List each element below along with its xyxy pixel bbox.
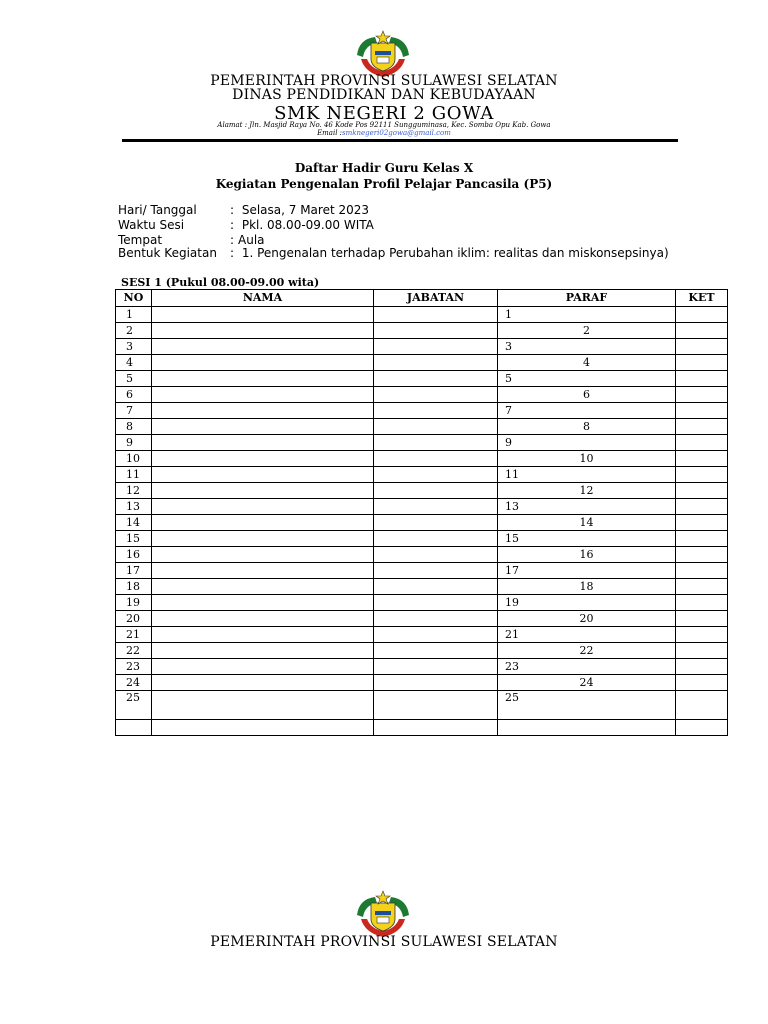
- name-cell: [152, 563, 374, 579]
- name-cell: [152, 691, 374, 720]
- remarks-cell: [676, 435, 728, 451]
- signature-cell: 25: [498, 691, 676, 720]
- name-cell: [152, 643, 374, 659]
- position-cell: [374, 355, 498, 371]
- row-number: 22: [116, 643, 152, 659]
- header-divider: [122, 139, 678, 142]
- table-row: [116, 563, 728, 579]
- footer-government-name: PEMERINTAH PROVINSI SULAWESI SELATAN: [210, 934, 558, 950]
- row-number: 12: [116, 483, 152, 499]
- table-row: [116, 579, 728, 595]
- signature-cell: 7: [498, 403, 676, 419]
- name-cell: [152, 499, 374, 515]
- row-number: 25: [116, 691, 152, 720]
- info-date-row: [118, 203, 369, 217]
- position-cell: [374, 579, 498, 595]
- position-cell: [374, 339, 498, 355]
- name-cell: [152, 307, 374, 323]
- position-cell: [374, 563, 498, 579]
- name-cell: [152, 371, 374, 387]
- col-header-jabatan: JABATAN: [374, 290, 498, 307]
- row-number: 16: [116, 547, 152, 563]
- signature-cell: 10: [498, 451, 676, 467]
- table-row: [116, 307, 728, 323]
- row-number: 2: [116, 323, 152, 339]
- row-number: 7: [116, 403, 152, 419]
- row-number: 15: [116, 531, 152, 547]
- row-number: 24: [116, 675, 152, 691]
- activity-separator: :: [230, 246, 235, 260]
- position-cell: [374, 547, 498, 563]
- remarks-cell: [676, 323, 728, 339]
- col-header-nama: NAMA: [152, 290, 374, 307]
- name-cell: [152, 675, 374, 691]
- position-cell: [374, 675, 498, 691]
- remarks-cell: [676, 627, 728, 643]
- position-cell: [374, 659, 498, 675]
- signature-cell: 11: [498, 467, 676, 483]
- email-label: Email :: [317, 129, 343, 137]
- signature-cell: 18: [498, 579, 676, 595]
- col-header-paraf: PARAF: [498, 290, 676, 307]
- time-value: Pkl. 08.00-09.00 WITA: [241, 218, 374, 232]
- provincial-emblem-icon: [355, 29, 411, 79]
- table-row: [116, 595, 728, 611]
- document-title: Daftar Hadir Guru Kelas X: [294, 161, 474, 175]
- name-cell: [152, 419, 374, 435]
- position-cell: [374, 627, 498, 643]
- date-label: Hari/ Tanggal: [118, 203, 197, 217]
- remarks-cell: [676, 563, 728, 579]
- remarks-cell: [676, 691, 728, 720]
- activity-value: 1. Pengenalan terhadap Perubahan iklim: realitas dan miskonsepsinya): [241, 246, 669, 260]
- time-separator: :: [230, 218, 235, 232]
- row-number: 5: [116, 371, 152, 387]
- table-row: [116, 691, 728, 720]
- empty-cell: [116, 720, 152, 736]
- name-cell: [152, 611, 374, 627]
- remarks-cell: [676, 403, 728, 419]
- signature-cell: 4: [498, 355, 676, 371]
- table-row: [116, 611, 728, 627]
- position-cell: [374, 691, 498, 720]
- row-number: 19: [116, 595, 152, 611]
- provincial-emblem-icon: [355, 889, 411, 939]
- school-name: SMK NEGERI 2 GOWA: [274, 103, 494, 124]
- position-cell: [374, 323, 498, 339]
- signature-cell: 15: [498, 531, 676, 547]
- signature-cell: 9: [498, 435, 676, 451]
- empty-cell: [152, 720, 374, 736]
- name-cell: [152, 323, 374, 339]
- signature-cell: 19: [498, 595, 676, 611]
- table-row: [116, 467, 728, 483]
- table-row: [116, 419, 728, 435]
- name-cell: [152, 531, 374, 547]
- signature-cell: 23: [498, 659, 676, 675]
- place-label: Tempat: [118, 233, 163, 247]
- position-cell: [374, 595, 498, 611]
- name-cell: [152, 435, 374, 451]
- row-number: 13: [116, 499, 152, 515]
- signature-cell: 5: [498, 371, 676, 387]
- col-header-no: NO: [116, 290, 152, 307]
- name-cell: [152, 627, 374, 643]
- row-number: 3: [116, 339, 152, 355]
- position-cell: [374, 419, 498, 435]
- signature-cell: 21: [498, 627, 676, 643]
- empty-cell: [374, 720, 498, 736]
- name-cell: [152, 515, 374, 531]
- time-label: Waktu Sesi: [118, 218, 185, 232]
- table-row-empty: [116, 720, 728, 736]
- signature-cell: 6: [498, 387, 676, 403]
- position-cell: [374, 643, 498, 659]
- remarks-cell: [676, 499, 728, 515]
- row-number: 4: [116, 355, 152, 371]
- remarks-cell: [676, 355, 728, 371]
- position-cell: [374, 515, 498, 531]
- name-cell: [152, 595, 374, 611]
- signature-cell: 22: [498, 643, 676, 659]
- remarks-cell: [676, 659, 728, 675]
- school-address: Alamat : Jln. Masjid Raya No. 46 Kode Pos 92111 Sungguminasa, Kec. Somba Opu Kab. Gowa: [217, 121, 551, 129]
- signature-cell: 2: [498, 323, 676, 339]
- row-number: 17: [116, 563, 152, 579]
- date-separator: :: [230, 203, 235, 217]
- signature-cell: 24: [498, 675, 676, 691]
- position-cell: [374, 307, 498, 323]
- signature-cell: 3: [498, 339, 676, 355]
- name-cell: [152, 483, 374, 499]
- place-separator: :: [230, 233, 235, 247]
- name-cell: [152, 451, 374, 467]
- document-subtitle: Kegiatan Pengenalan Profil Pelajar Pancasila (P5): [215, 177, 553, 191]
- remarks-cell: [676, 483, 728, 499]
- table-row: [116, 451, 728, 467]
- name-cell: [152, 547, 374, 563]
- signature-cell: 20: [498, 611, 676, 627]
- remarks-cell: [676, 307, 728, 323]
- position-cell: [374, 403, 498, 419]
- info-place-row: [118, 233, 265, 247]
- remarks-cell: [676, 387, 728, 403]
- attendance-table: [115, 289, 728, 736]
- remarks-cell: [676, 547, 728, 563]
- info-activity-row: [118, 246, 669, 260]
- remarks-cell: [676, 675, 728, 691]
- table-header-row: [116, 290, 728, 307]
- row-number: 10: [116, 451, 152, 467]
- table-row: [116, 483, 728, 499]
- signature-cell: 8: [498, 419, 676, 435]
- table-row: [116, 339, 728, 355]
- remarks-cell: [676, 579, 728, 595]
- row-number: 1: [116, 307, 152, 323]
- name-cell: [152, 659, 374, 675]
- position-cell: [374, 483, 498, 499]
- position-cell: [374, 371, 498, 387]
- remarks-cell: [676, 611, 728, 627]
- row-number: 21: [116, 627, 152, 643]
- info-time-row: [118, 218, 374, 232]
- remarks-cell: [676, 451, 728, 467]
- remarks-cell: [676, 643, 728, 659]
- empty-cell: [676, 720, 728, 736]
- remarks-cell: [676, 531, 728, 547]
- name-cell: [152, 387, 374, 403]
- row-number: 20: [116, 611, 152, 627]
- signature-cell: 17: [498, 563, 676, 579]
- email-value: smknegeri02gowa@gmail.com: [342, 129, 451, 137]
- session-label: SESI 1 (Pukul 08.00-09.00 wita): [121, 276, 320, 289]
- empty-cell: [498, 720, 676, 736]
- table-row: [116, 531, 728, 547]
- remarks-cell: [676, 339, 728, 355]
- signature-cell: 16: [498, 547, 676, 563]
- signature-cell: 13: [498, 499, 676, 515]
- date-value: Selasa, 7 Maret 2023: [241, 203, 370, 217]
- department-name: DINAS PENDIDIKAN DAN KEBUDAYAAN: [232, 87, 536, 103]
- signature-cell: 1: [498, 307, 676, 323]
- activity-label: Bentuk Kegiatan: [118, 246, 217, 260]
- row-number: 11: [116, 467, 152, 483]
- name-cell: [152, 355, 374, 371]
- name-cell: [152, 339, 374, 355]
- table-row: [116, 435, 728, 451]
- government-name: PEMERINTAH PROVINSI SULAWESI SELATAN: [210, 73, 558, 89]
- name-cell: [152, 467, 374, 483]
- table-row: [116, 547, 728, 563]
- table-row: [116, 387, 728, 403]
- signature-cell: 12: [498, 483, 676, 499]
- remarks-cell: [676, 467, 728, 483]
- place-value: Aula: [238, 233, 265, 247]
- table-row: [116, 323, 728, 339]
- table-row: [116, 643, 728, 659]
- school-email: [0, 129, 768, 137]
- table-row: [116, 355, 728, 371]
- position-cell: [374, 435, 498, 451]
- row-number: 8: [116, 419, 152, 435]
- table-row: [116, 627, 728, 643]
- position-cell: [374, 387, 498, 403]
- position-cell: [374, 531, 498, 547]
- position-cell: [374, 467, 498, 483]
- table-row: [116, 499, 728, 515]
- table-row: [116, 515, 728, 531]
- table-row: [116, 659, 728, 675]
- position-cell: [374, 451, 498, 467]
- row-number: 23: [116, 659, 152, 675]
- row-number: 14: [116, 515, 152, 531]
- row-number: 6: [116, 387, 152, 403]
- remarks-cell: [676, 515, 728, 531]
- remarks-cell: [676, 595, 728, 611]
- name-cell: [152, 579, 374, 595]
- name-cell: [152, 403, 374, 419]
- table-row: [116, 675, 728, 691]
- table-row: [116, 403, 728, 419]
- signature-cell: 14: [498, 515, 676, 531]
- col-header-ket: KET: [676, 290, 728, 307]
- position-cell: [374, 611, 498, 627]
- remarks-cell: [676, 419, 728, 435]
- row-number: 9: [116, 435, 152, 451]
- position-cell: [374, 499, 498, 515]
- remarks-cell: [676, 371, 728, 387]
- row-number: 18: [116, 579, 152, 595]
- table-row: [116, 371, 728, 387]
